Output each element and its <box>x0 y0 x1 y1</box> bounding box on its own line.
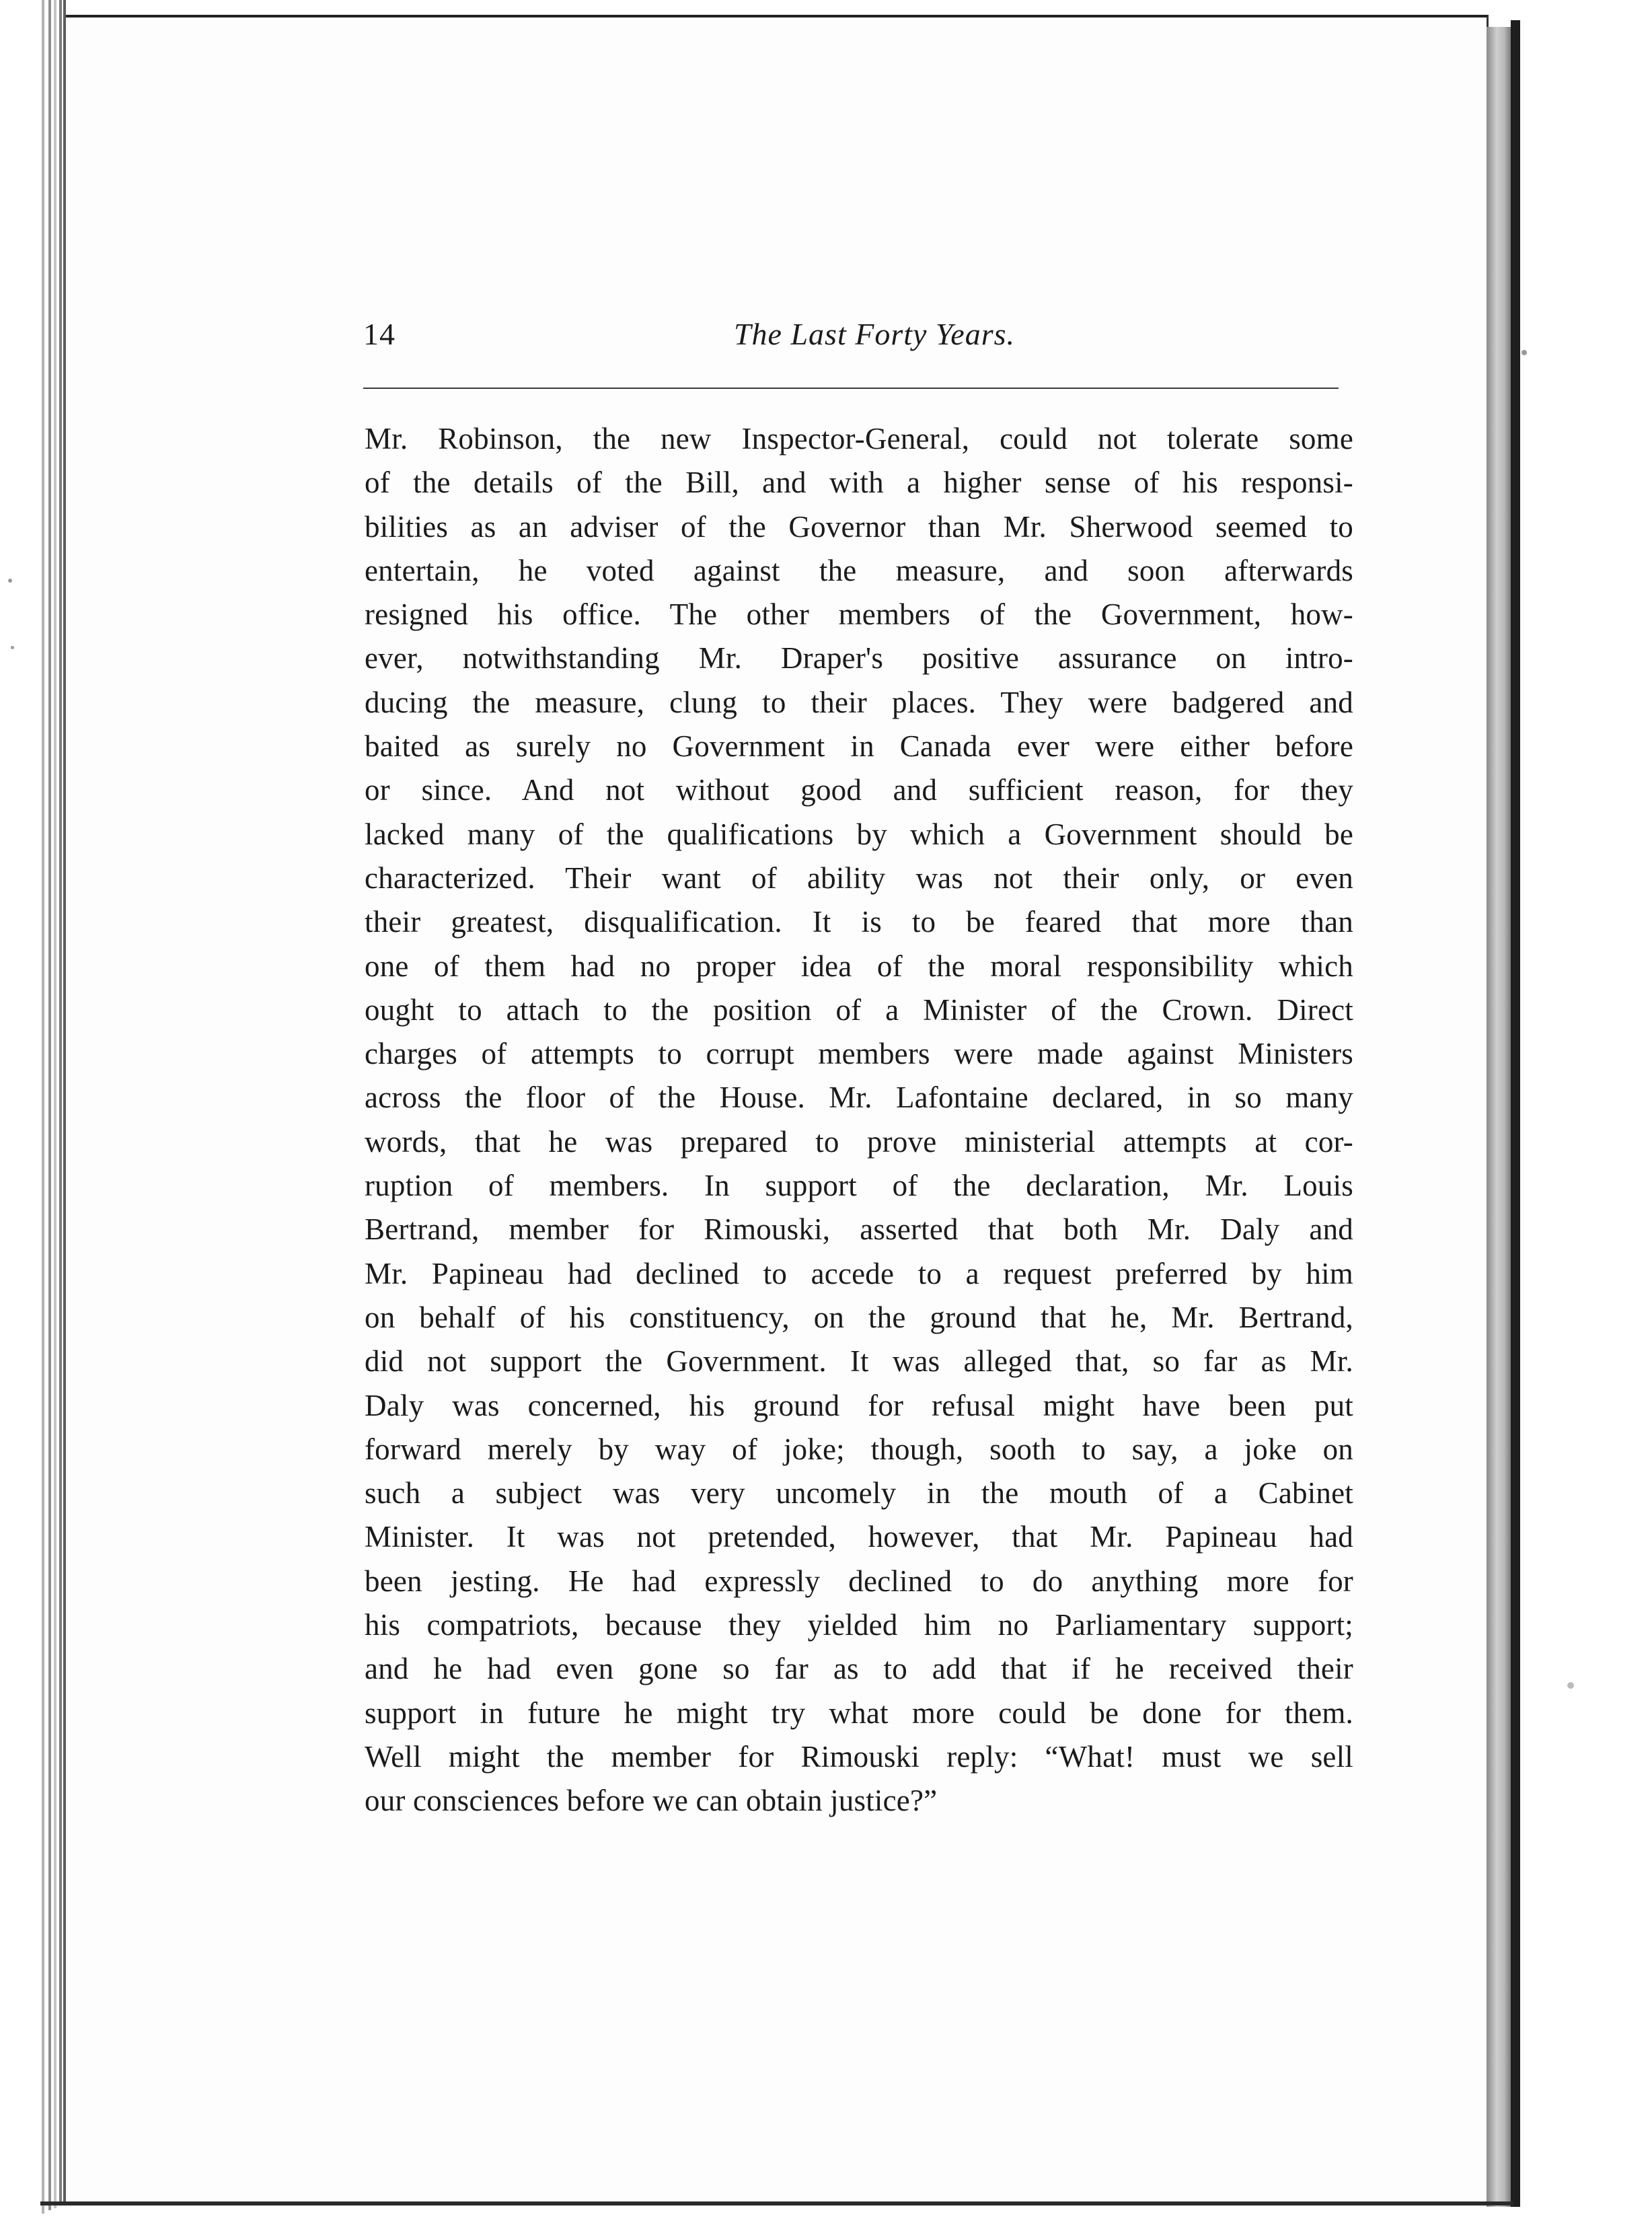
text-line: Mr. Papineau had declined to accede to a request preferred by him <box>365 1256 1353 1290</box>
text-line: or since. And not without good and sufficient reason, for they <box>365 773 1353 807</box>
text-line: Bertrand, member for Rimouski, asserted that both Mr. Daly and <box>365 1212 1353 1247</box>
scan-speck <box>1567 1682 1574 1689</box>
text-line: Minister. It was not pretended, however, that Mr. Papineau had <box>365 1520 1353 1554</box>
page-edge <box>54 0 57 2208</box>
text-line: Well might the member for Rimouski reply: “What! must we sell <box>365 1739 1353 1774</box>
page-edge <box>48 0 51 2210</box>
text-line: resigned his office. The other members of the Government, how- <box>365 597 1353 632</box>
text-line: of the details of the Bill, and with a higher sense of his responsi- <box>365 466 1353 500</box>
page-number: 14 <box>363 317 396 351</box>
running-head <box>363 316 1339 363</box>
page-gutter-edge <box>1511 20 1520 2207</box>
header-rule <box>363 388 1339 389</box>
scan-speck <box>11 646 14 649</box>
text-line: support in future he might try what more could be done for them. <box>365 1696 1353 1730</box>
scan-speck <box>8 579 12 583</box>
text-line: characterized. Their want of ability was not their only, or even <box>365 861 1353 895</box>
text-line: ever, notwithstanding Mr. Draper's positive assurance on intro- <box>365 641 1353 676</box>
text-line: bilities as an adviser of the Governor than Mr. Sherwood seemed to <box>365 509 1353 544</box>
text-line: ought to attach to the position of a Minister of the Crown. Direct <box>365 992 1353 1027</box>
text-line: on behalf of his constituency, on the ground that he, Mr. Bertrand, <box>365 1300 1353 1334</box>
page-gutter-shadow <box>1487 27 1512 2207</box>
text-line: and he had even gone so far as to add that if he received their <box>365 1652 1353 1686</box>
text-line: Daly was concerned, his ground for refusal might have been put <box>365 1388 1353 1422</box>
text-line: been jesting. He had expressly declined to do anything more for <box>365 1564 1353 1598</box>
text-line: lacked many of the qualifications by which a Government should be <box>365 817 1353 851</box>
text-line: words, that he was prepared to prove ministerial attempts at cor- <box>365 1124 1353 1159</box>
text-line: charges of attempts to corrupt members were made against Ministers <box>365 1037 1353 1071</box>
page-edge <box>42 0 44 2214</box>
text-line: across the floor of the House. Mr. Lafontaine declared, in so many <box>365 1081 1353 1115</box>
text-line: ruption of members. In support of the declaration, Mr. Louis <box>365 1169 1353 1203</box>
text-line-last: our consciences before we can obtain justice?” <box>365 1784 938 1818</box>
text-line: entertain, he voted against the measure, and soon afterwards <box>365 553 1353 587</box>
text-line: did not support the Government. It was alleged that, so far as Mr. <box>365 1344 1353 1379</box>
running-title: The Last Forty Years. <box>733 317 1016 351</box>
page-edge <box>59 0 62 2206</box>
text-line: baited as surely no Government in Canada ever were either before <box>365 729 1353 764</box>
page-bottom-edge <box>40 2201 1513 2206</box>
text-line: ducing the measure, clung to their places. They were badgered and <box>365 685 1353 719</box>
text-line: forward merely by way of joke; though, sooth to say, a joke on <box>365 1432 1353 1466</box>
text-line: one of them had no proper idea of the moral responsibility which <box>365 949 1353 983</box>
text-line: his compatriots, because they yielded him no Parliamentary support; <box>365 1608 1353 1642</box>
body-text <box>365 417 1353 1823</box>
text-line: Mr. Robinson, the new Inspector-General, could not tolerate some <box>365 422 1353 455</box>
text-line: such a subject was very uncomely in the mouth of a Cabinet <box>365 1476 1353 1510</box>
scan-speck <box>1522 350 1527 355</box>
text-line: their greatest, disqualification. It is to be feared that more than <box>365 905 1353 939</box>
